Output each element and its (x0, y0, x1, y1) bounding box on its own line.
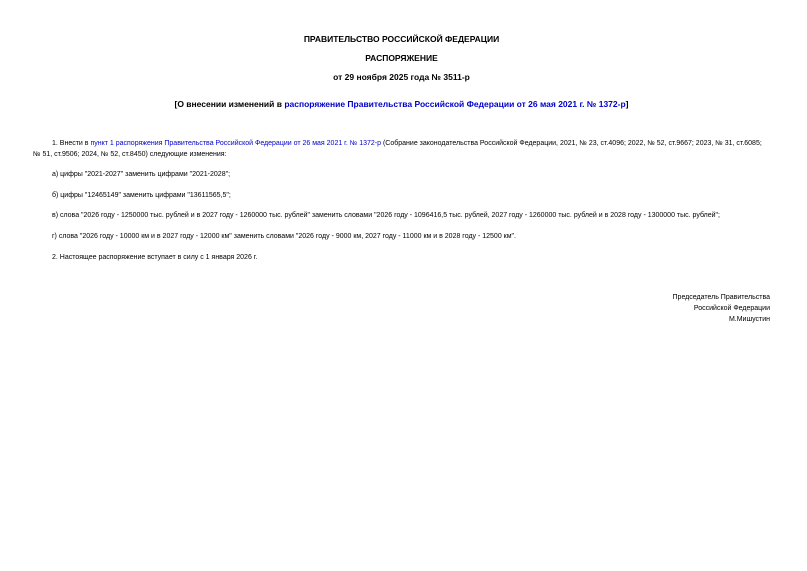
signature-position-line1: Председатель Правительства (672, 293, 770, 301)
paragraph-1 (33, 139, 770, 160)
document-date-number: от 29 ноября 2025 года № 3511-р (333, 72, 470, 82)
title-prefix: [О внесении изменений в (174, 99, 285, 109)
amendment-item-a: а) цифры "2021-2027" заменить цифрами "2021-2028"; (52, 171, 231, 178)
document-header (33, 34, 770, 82)
signature-name: М.Мишустин (728, 315, 770, 323)
document-type: РАСПОРЯЖЕНИЕ (365, 53, 438, 63)
signature-block (33, 292, 770, 325)
document-title (33, 99, 770, 109)
amendment-item-v: в) слова "2026 году - 1250000 тыс. рублей и в 2027 году - 1260000 тыс. рублей" заменить словами "2026 году - 1096416,5 тыс. рублей, 2027 году - 1260000 тыс. рублей и в 2028 году - 1300000 тыс. рублей"; (52, 212, 720, 219)
title-reference-link[interactable]: распоряжение Правительства Российской Федерации от 26 мая 2021 г. № 1372-р (284, 99, 626, 109)
title-suffix: ] (625, 99, 629, 109)
paragraph-1-reference-link[interactable]: пункт 1 распоряжения Правительства Российской Федерации от 26 мая 2021 г. № 1372-р (90, 140, 382, 147)
paragraph-1-suffix: (Собрание законодательства Российской Федерации, 2021, № 23, ст.4096; 2022, № 52, ст.9667; 2023, № 31, ст.6085; № 51, ст.9506; 2024, № 52, ст.8450) следующие изменения: (33, 140, 762, 158)
signature-position-line2: Российской Федерации (693, 304, 770, 312)
document-text (33, 139, 770, 325)
amendment-item-g: г) слова "2026 году - 10000 км и в 2027 году - 12000 км" заменить словами "2026 году - 9000 км, 2027 году - 11000 км и в 2028 году - 12500 км". (52, 232, 516, 240)
issuer-name: ПРАВИТЕЛЬСТВО РОССИЙСКОЙ ФЕДЕРАЦИИ (303, 34, 500, 44)
paragraph-1-prefix: 1. Внести в (52, 140, 91, 147)
paragraph-2: 2. Настоящее распоряжение вступает в силу с 1 января 2026 г. (52, 254, 258, 261)
amendment-item-b: б) цифры "12465149" заменить цифрами "13611565,5"; (52, 191, 231, 199)
